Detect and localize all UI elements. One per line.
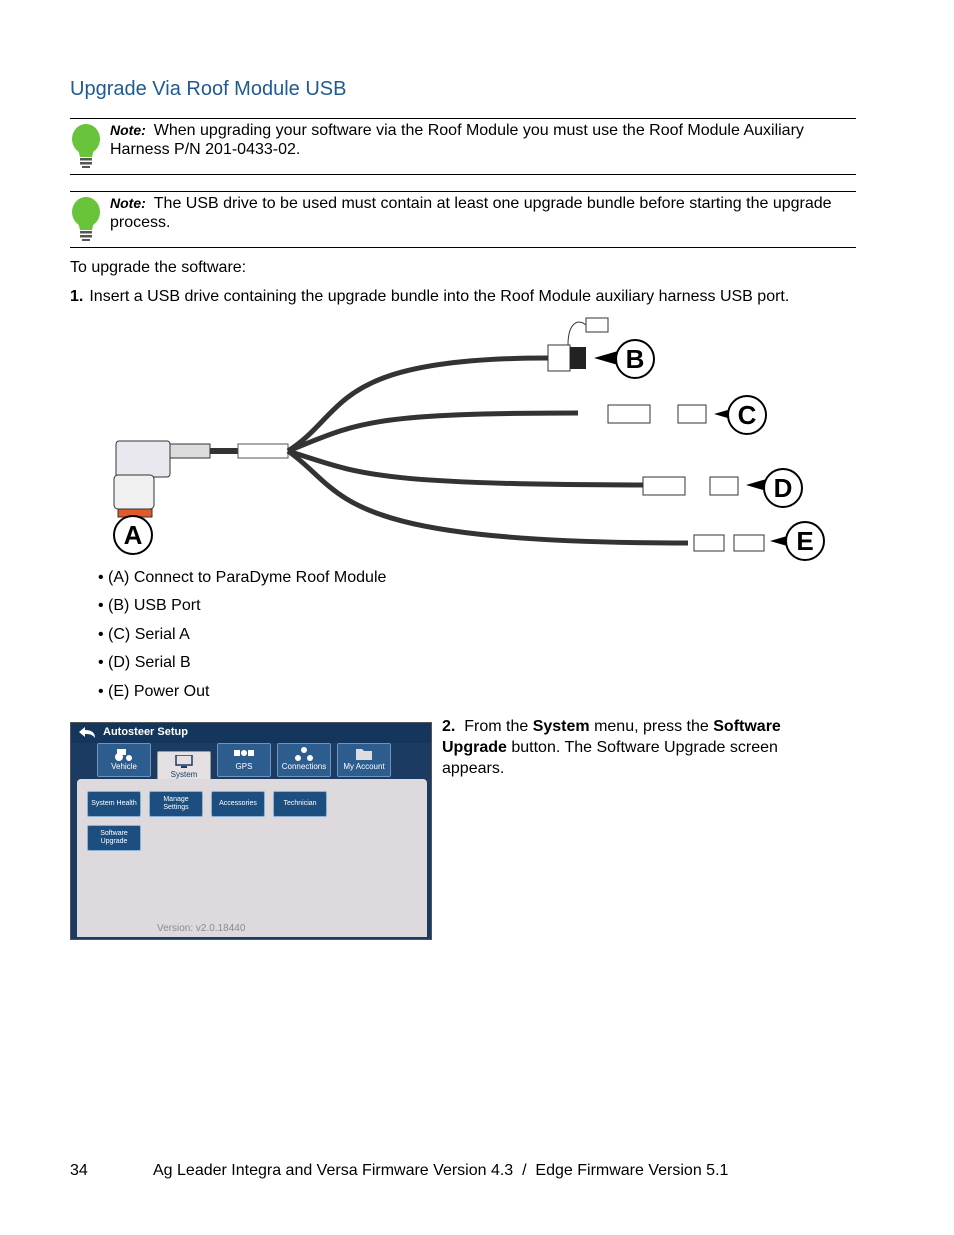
network-icon <box>293 747 315 761</box>
step-2-number: 2. <box>442 718 456 735</box>
usb-port-b <box>548 318 608 371</box>
note-text-1 <box>110 121 856 159</box>
section-title: Upgrade Via Roof Module USB <box>70 78 347 100</box>
folder-icon <box>353 747 375 761</box>
label-c: C <box>737 400 757 430</box>
lightbulb-icon <box>70 123 102 169</box>
note-label: Note: <box>110 195 146 211</box>
note-text-2 <box>110 194 856 232</box>
legend-item: • (B) USB Port <box>98 597 201 615</box>
harness-illustration <box>98 313 838 565</box>
legend-item: • (C) Serial A <box>98 625 190 643</box>
autosteer-setup-screenshot <box>70 722 432 940</box>
tab-connections[interactable]: Connections <box>277 743 331 777</box>
footer-text: Ag Leader Integra and Versa Firmware Version 4.3 / Edge Firmware Version 5.1 <box>153 1162 729 1179</box>
connector-a <box>114 441 210 517</box>
step-1-text: Insert a USB drive containing the upgrade bundle into the Roof Module auxiliary harness USB port. <box>89 288 790 305</box>
note-box-1 <box>70 118 856 175</box>
label-a: A <box>123 520 143 550</box>
label-e: E <box>796 526 814 556</box>
intro-text: To upgrade the software: <box>70 259 247 276</box>
page-number: 34 <box>70 1162 88 1179</box>
label-b: B <box>625 344 645 374</box>
note-body: The USB drive to be used must contain at least one upgrade bundle before starting the upgrade process. <box>110 195 832 231</box>
legend-item: • (E) Power Out <box>98 682 210 700</box>
monitor-icon <box>173 755 195 769</box>
legend-item: • (A) Connect to ParaDyme Roof Module <box>98 569 387 586</box>
system-panel <box>77 779 427 937</box>
screen-header <box>71 723 431 743</box>
accessories-button[interactable]: Accessories <box>211 791 265 817</box>
step-1 <box>70 288 789 306</box>
technician-button[interactable]: Technician <box>273 791 327 817</box>
tab-vehicle[interactable]: Vehicle <box>97 743 151 777</box>
note-box-2 <box>70 191 856 248</box>
back-arrow-icon[interactable] <box>77 726 97 740</box>
step-1-number: 1. <box>70 288 84 305</box>
connector-legend <box>98 568 386 710</box>
version-label: Version: v2.0.18440 <box>157 923 246 934</box>
manage-settings-button[interactable]: Manage Settings <box>149 791 203 817</box>
tractor-icon <box>113 747 135 761</box>
system-health-button[interactable]: System Health <box>87 791 141 817</box>
label-d: D <box>773 473 793 503</box>
lightbulb-icon <box>70 196 102 242</box>
step-2: 2. From the System menu, press the Software Upgrade button. The Software Upgrade screen appears. <box>442 718 781 777</box>
note-body: When upgrading your software via the Roof Module you must use the Roof Module Auxiliary Harness P/N 201-0433-02. <box>110 122 804 158</box>
legend-item: • (D) Serial B <box>98 654 191 672</box>
tab-system[interactable]: System <box>157 751 211 781</box>
tab-gps[interactable]: GPS <box>217 743 271 777</box>
gps-icon <box>233 747 255 761</box>
software-upgrade-button[interactable]: Software Upgrade <box>87 825 141 851</box>
note-label: Note: <box>110 122 146 138</box>
screen-title: Autosteer Setup <box>103 726 188 738</box>
tab-my-account[interactable]: My Account <box>337 743 391 777</box>
